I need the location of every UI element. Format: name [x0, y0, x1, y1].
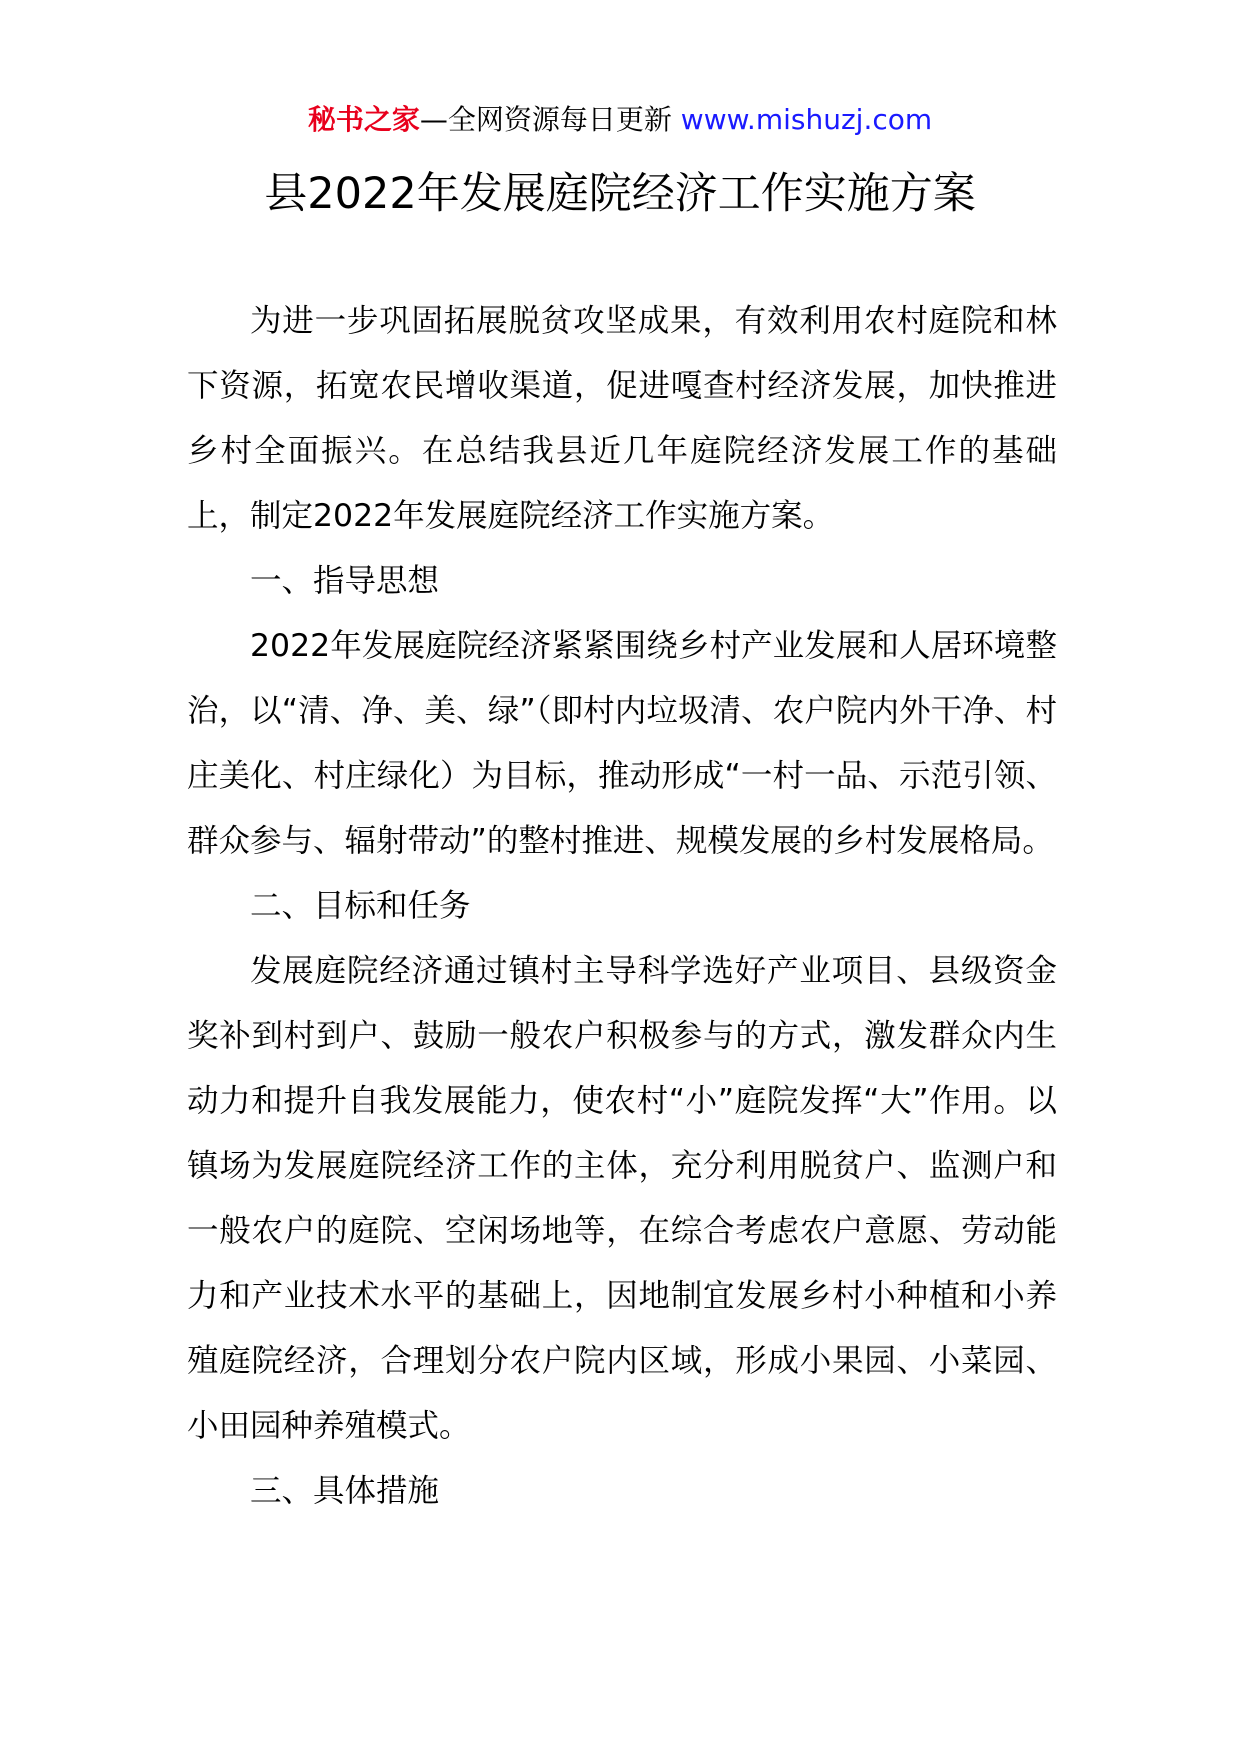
goals-tasks-paragraph: 发展庭院经济通过镇村主导科学选好产业项目、县级资金奖补到村到户、鼓励一般农户积极参与的方式，激发群众内生动力和提升自我发展能力，使农村“小”庭院发挥“大”作用。以镇场为发展庭院经济工作的主体，充分利用脱贫户、监测户和一般农户的庭院、空闲场地等，在综合考虑农户意愿、劳动能力和产业技术水平的基础上，因地制宜发展乡村小种植和小养殖庭院经济，合理划分农户院内区域，形成小果园、小菜园、小田园种养殖模式。: [187, 953, 1057, 1444]
section-heading-goals-tasks: 二、目标和任务: [250, 888, 471, 924]
site-watermark: [0, 100, 1240, 140]
guiding-ideology-paragraph: 2022年发展庭院经济紧紧围绕乡村产业发展和人居环境整治，以“清、净、美、绿”（即村内垃圾清、农户院内外干净、村庄美化、村庄绿化）为目标，推动形成“一村一品、示范引领、群众参与、辐射带动”的整村推进、规模发展的乡村发展格局。: [187, 628, 1057, 859]
watermark-url[interactable]: www.mishuzj.com: [680, 103, 933, 136]
watermark-slogan: —全网资源每日更新: [419, 103, 672, 136]
section-heading-guiding-ideology: 一、指导思想: [250, 563, 440, 599]
document-title: 县2022年发展庭院经济工作实施方案: [264, 169, 976, 219]
intro-paragraph: 为进一步巩固拓展脱贫攻坚成果，有效利用农村庭院和林下资源，拓宽农民增收渠道，促进嘎查村经济发展，加快推进乡村全面振兴。在总结我县近几年庭院经济发展工作的基础上，制定2022年发展庭院经济工作实施方案。: [187, 303, 1057, 534]
document-body: [187, 289, 1057, 1524]
section-heading-specific-measures: 三、具体措施: [250, 1473, 440, 1509]
watermark-brand: 秘书之家: [307, 103, 420, 136]
